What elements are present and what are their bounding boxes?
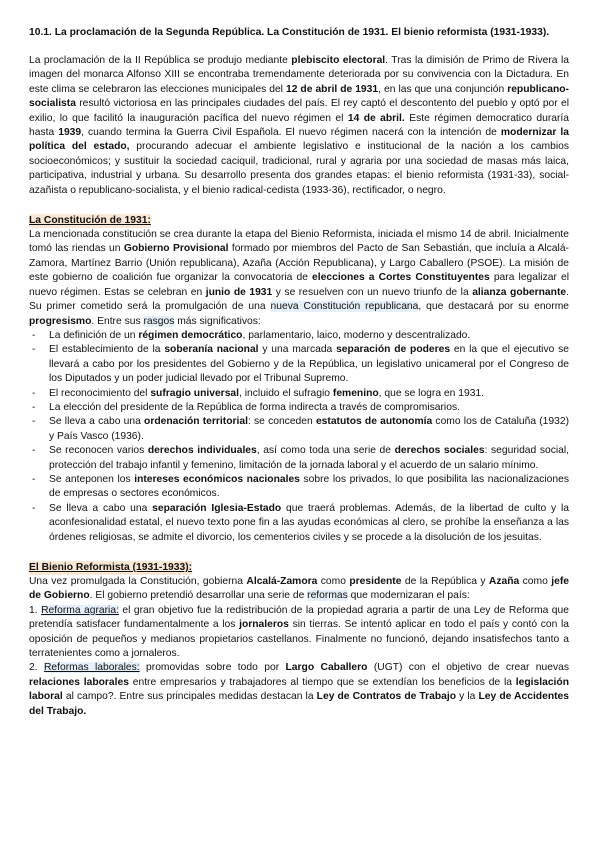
list-item: [29, 401, 569, 415]
bold-text: Azaña: [488, 576, 520, 587]
text-run: , parlamentario, laico, moderno y descentralizado.: [242, 329, 471, 341]
highlighted-text: nueva Constitución republicana: [270, 301, 419, 313]
text-run: de la República y: [401, 576, 489, 587]
intro-paragraph: [29, 54, 569, 198]
text-run: como: [519, 576, 552, 587]
text-run: La elección del presidente de la República de forma indirecta a través de compromisarios.: [49, 401, 460, 413]
bold-text: Gobierno Provisional: [123, 243, 229, 255]
text-run: Una vez promulgada la Constitución, gobierna: [29, 576, 247, 587]
bold-text: elecciones a Cortes Constituyentes: [312, 272, 490, 284]
bold-text: separación Iglesia-Estado: [152, 502, 282, 514]
bold-text: 1939: [58, 127, 82, 139]
bold-text: republicano-socialista: [29, 83, 569, 110]
bold-text: estatutos de autonomía: [315, 416, 433, 428]
list-item: [29, 343, 569, 386]
text-run: y la: [456, 691, 479, 703]
constitucion-heading: La Constitución de 1931:: [29, 215, 151, 227]
bold-text: presidente: [349, 576, 402, 587]
bold-text: separación de poderes: [336, 344, 451, 356]
bold-text: Ley de Contratos de Trabajo: [316, 691, 457, 703]
highlighted-text: Reformas laborales:: [43, 662, 140, 674]
text-run: que traerá problemas. Además, de la libertad de culto y la aconfesionalidad estatal, el nuevo texto pone fin a las ayudas económicas al clero, se prohíbe la enseñanza a las órdenes religiosas, se admite el divorcio, los cementerios civiles y se procede a la disolución de los jesuitas.: [49, 502, 570, 543]
bold-text: 14 de abril.: [347, 112, 405, 124]
bold-text: relaciones laborales: [29, 676, 129, 688]
text-run: formado por miembros del Pacto de San Sebastián, que incluía a Alcalá-Zamora, Martínez Barrio (Unión republicana), Azaña (Acción Republicana), y Largo Caballero (PSOE). La misión de este gobierno de coalición fue organizar la convocatoria de: [29, 243, 569, 284]
bold-text: jornaleros: [239, 619, 289, 631]
text-run: , que destacará por su enorme: [418, 301, 570, 313]
reforma-agraria-paragraph: [29, 604, 569, 662]
text-run: el gran objetivo fue la redistribución de la propiedad agraria a partir de una Ley de Reforma que pretendía satisfacer fundamentalmente a los: [29, 604, 569, 631]
text-run: procurando adecuar el ambiente legislativo e institucional de la nación a los cambios socioeconómicos; y sustituir la sociedad caciquil, tradicional, rural y agraria por una sociedad de masas más laica, participativa, industrial y urbana. Su desarrollo presenta dos grandes etapas: el bienio reformista (1931-33), social-azañista o republicano-socialista, y el bienio radical-cedista (1933-36), rectificador, o negro.: [29, 141, 569, 196]
text-run: como los de Cataluña (1932) y País Vasco (1936).: [49, 416, 570, 442]
text-run: y se resuelven con un nuevo triunfo de la: [272, 286, 473, 298]
list-item: [29, 473, 569, 502]
bold-text: progresismo: [29, 315, 92, 327]
bold-text: sufragio universal: [150, 387, 240, 399]
text-run: La proclamación de la II República se produjo mediante: [29, 55, 292, 66]
highlighted-text: Reforma agraria:: [41, 604, 119, 616]
bold-text: Alcalá-Zamora: [246, 576, 318, 587]
text-run: 1.: [29, 604, 42, 616]
bienio-heading: El Bienio Reformista (1931-1933):: [29, 562, 193, 573]
text-run: que modernizaran el país:: [347, 590, 470, 602]
bold-text: intereses económicos nacionales: [134, 473, 300, 485]
text-run: Este régimen democratico duraría hasta: [29, 112, 569, 139]
bold-text: alianza gobernante: [472, 286, 567, 298]
text-run: entre empresarios y trabajadores al tiempo que se extendían los beneficios de la: [128, 676, 516, 688]
text-run: (UGT) con el objetivo de crear nuevas: [367, 662, 569, 674]
bold-text: régimen democrático: [138, 329, 243, 341]
text-run: : seguridad social, protección del trabajo infantil y femenino, limitación de la jornada laboral y el acuerdo de un salario mínimo.: [49, 445, 570, 471]
text-run: para legalizar el nuevo régimen. Estas se celebran en: [29, 272, 569, 298]
text-run: . Su primer cometido será la promulgación de una: [29, 286, 569, 313]
list-item: [29, 502, 569, 545]
list-item: [29, 415, 569, 444]
bienio-paragraph: [29, 575, 569, 604]
bold-text: soberanía nacional: [164, 344, 259, 356]
text-run: La mencionada constitución se crea durante la etapa del Bienio Reformista, iniciada el mismo 14 de abril. Inicialmente tomó las riendas un: [29, 229, 569, 255]
text-run: Se anteponen los: [49, 473, 135, 485]
constitucion-paragraph: [29, 228, 569, 329]
text-run: , cuando termina la Guerra Civil Española. El nuevo régimen nacerá con la intención de: [81, 127, 501, 139]
bold-text: plebiscito electoral: [291, 55, 386, 66]
text-run: Se lleva a cabo una: [49, 502, 153, 514]
text-run: El establecimiento de la: [49, 344, 165, 356]
text-run: sobre los privados, lo que posibilita las nacionalizaciones de empresas o sectores económicos.: [49, 473, 570, 500]
list-item: [29, 444, 569, 473]
text-run: . El gobierno pretendió desarrollar una serie de: [89, 590, 308, 602]
list-item: [29, 329, 569, 343]
highlighted-text: reformas: [307, 590, 348, 602]
text-run: : se conceden: [247, 416, 316, 428]
text-run: promovidas sobre todo por: [139, 662, 286, 674]
text-run: , así como toda una serie de: [256, 445, 395, 457]
text-run: resultó victoriosa en las principales ciudades del país. El rey captó el descontento del pueblo y optó por el exilio, lo que facilitó la inauguración pacífica del nuevo régimen el: [29, 98, 569, 124]
bold-text: ordenación territorial: [144, 416, 248, 428]
text-run: El reconocimiento del: [49, 387, 151, 399]
text-run: y una marcada: [258, 344, 337, 356]
text-run: 2.: [29, 662, 44, 674]
text-run: en la que el ejecutivo se llevará a cabo por los presidentes del Gobierno y de la República, un legislativo unicameral por el Congreso de los Diputados y un poder judicial llevado por el Tribunal Supremo.: [49, 344, 570, 385]
bold-text: Ley de Accidentes del Trabajo.: [29, 691, 569, 717]
text-run: Se lleva a cabo una: [49, 416, 145, 428]
bold-text: femenino: [332, 387, 379, 399]
text-run: . Entre sus: [91, 315, 144, 327]
bold-text: legislación laboral: [29, 676, 569, 703]
text-run: Se reconocen varios: [49, 445, 148, 457]
bold-text: jefe de Gobierno: [29, 576, 570, 602]
list-item: [29, 387, 569, 401]
text-run: al campo?. Entre sus principales medidas destacan la: [62, 691, 317, 703]
bold-text: derechos sociales: [394, 445, 485, 457]
text-run: sin tierras. Se intentó aplicar en todo el país y contó con la oposición de pequeños y medianos propietarios castellanos. Finalmente no funcionó, dejando insatisfechos tanto a terratenientes como a jornaleros.: [29, 619, 570, 660]
text-run: . Tras la dimisión de Primo de Rivera la imagen del monarca Alfonso XIII se encontraba tremendamente deteriorada por su convivencia con la Dictadura. En este clima se celebraron las elecciones municipales del: [29, 55, 569, 95]
reformas-laborales-paragraph: [29, 661, 569, 719]
bold-text: modernizar la política del estado,: [29, 127, 569, 153]
bold-text: junio de 1931: [205, 286, 273, 298]
text-run: más significativos:: [174, 315, 261, 327]
text-run: , incluido el sufragio: [239, 387, 333, 399]
text-run: La definición de un: [49, 329, 139, 341]
text-run: , en las que una conjunción: [378, 83, 508, 95]
text-run: , que se logra en 1931.: [378, 387, 485, 399]
constitucion-list: [29, 329, 569, 545]
bold-text: Largo Caballero: [285, 662, 368, 674]
bold-text: derechos individuales: [147, 445, 257, 457]
text-run: como: [317, 576, 350, 587]
document-title: 10.1. La proclamación de la Segunda República. La Constitución de 1931. El bienio reformista (1931-1933).: [29, 27, 550, 38]
highlighted-text: rasgos: [143, 315, 175, 327]
bold-text: 12 de abril de 1931: [285, 83, 379, 95]
